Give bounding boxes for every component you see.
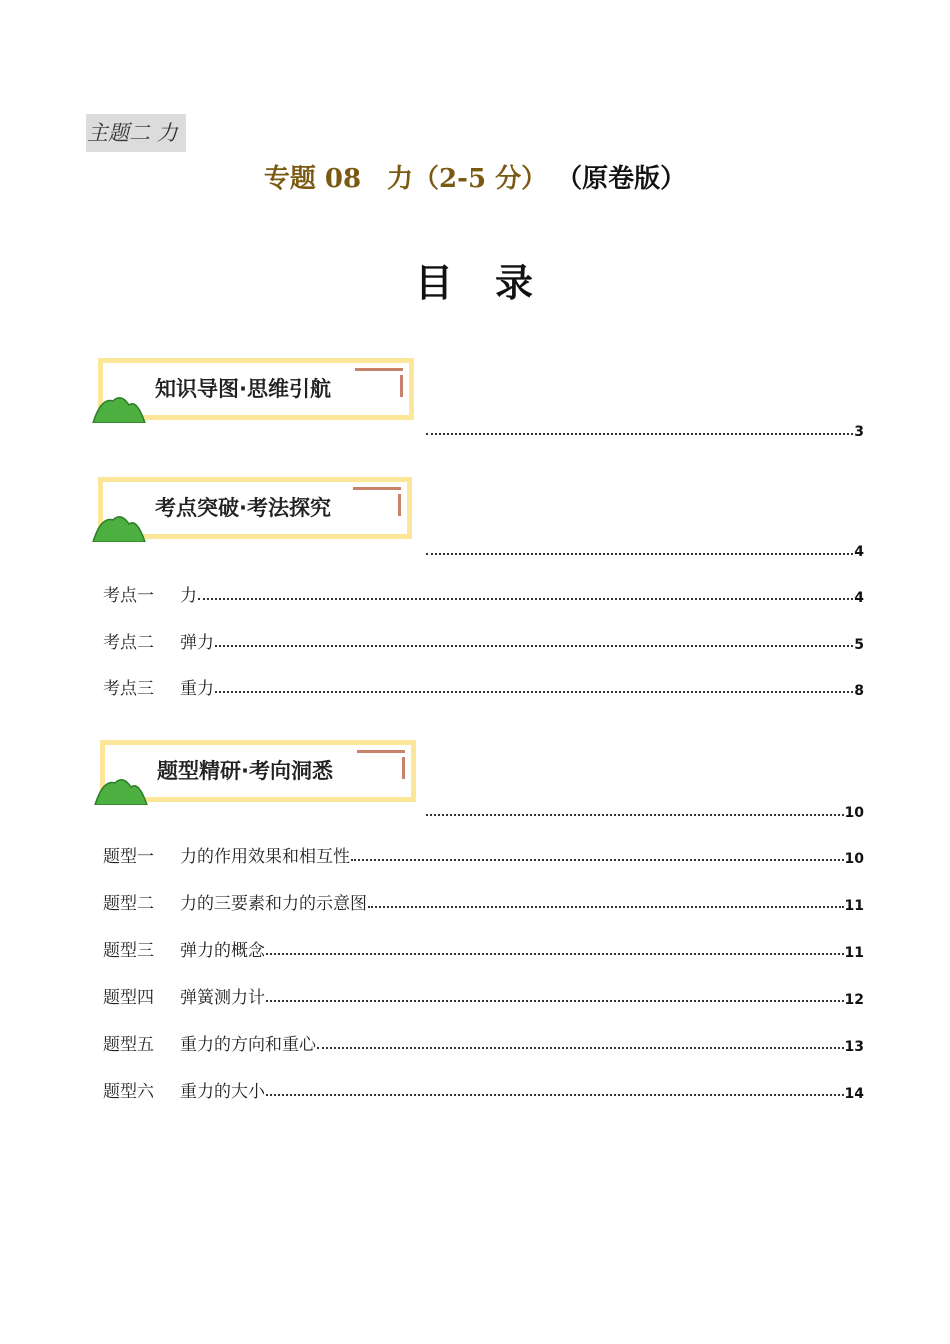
toc-row-tixing-5[interactable] bbox=[103, 1031, 864, 1055]
green-hill-icon bbox=[93, 773, 149, 805]
toc-row-title: 力 bbox=[180, 586, 197, 606]
toc-row-title: 力的三要素和力的示意图 bbox=[180, 894, 367, 914]
green-hill-icon bbox=[91, 391, 147, 423]
toc-row-kaodian-1[interactable] bbox=[103, 582, 864, 606]
toc-row-label: 题型六 bbox=[103, 1082, 154, 1102]
dot-leader bbox=[215, 691, 853, 693]
banner-accent bbox=[402, 757, 405, 779]
dot-leader bbox=[426, 814, 844, 816]
toc-row-tixing-3[interactable] bbox=[103, 937, 864, 961]
page-number: 11 bbox=[844, 945, 864, 961]
dot-leader bbox=[368, 906, 844, 908]
banner-accent bbox=[353, 487, 401, 490]
title-edition: （原卷版） bbox=[556, 164, 687, 194]
page-title bbox=[0, 158, 950, 195]
toc-row-tixing-6[interactable] bbox=[103, 1078, 864, 1102]
page-number: 4 bbox=[854, 544, 864, 560]
toc-row-title: 弹簧测力计 bbox=[180, 988, 265, 1008]
dot-leader bbox=[215, 645, 853, 647]
dot-leader bbox=[266, 953, 844, 955]
topic-tag: 主题二 力 bbox=[86, 114, 186, 152]
toc-leader-kaodian[interactable] bbox=[426, 538, 864, 560]
toc-row-title: 弹力 bbox=[180, 633, 214, 653]
toc-row-label: 题型二 bbox=[103, 894, 154, 914]
toc-row-label: 考点三 bbox=[103, 679, 154, 699]
banner-label: 考点突破·考法探究 bbox=[155, 496, 331, 520]
toc-row-label: 题型五 bbox=[103, 1035, 154, 1055]
toc-leader-tixing[interactable] bbox=[426, 799, 864, 821]
dot-leader bbox=[317, 1047, 844, 1049]
toc-row-title: 重力 bbox=[180, 679, 214, 699]
toc-row-label: 题型一 bbox=[103, 847, 154, 867]
page-number: 13 bbox=[844, 1039, 864, 1055]
banner-accent bbox=[400, 375, 403, 397]
toc-row-title: 重力的大小 bbox=[180, 1082, 265, 1102]
banner-accent bbox=[398, 494, 401, 516]
banner-label: 题型精研·考向洞悉 bbox=[157, 759, 333, 783]
dot-leader bbox=[351, 859, 844, 861]
page-number: 10 bbox=[844, 851, 864, 867]
toc-row-kaodian-2[interactable] bbox=[103, 629, 864, 653]
toc-row-tixing-4[interactable] bbox=[103, 984, 864, 1008]
dot-leader bbox=[198, 598, 853, 600]
page-number: 3 bbox=[854, 424, 864, 440]
page-number: 10 bbox=[844, 805, 864, 821]
dot-leader bbox=[426, 553, 853, 555]
page-number: 14 bbox=[844, 1086, 864, 1102]
toc-heading: 目 录 bbox=[414, 260, 535, 305]
toc-row-title: 重力的方向和重心 bbox=[180, 1035, 316, 1055]
page-number: 12 bbox=[844, 992, 864, 1008]
toc-row-tixing-2[interactable] bbox=[103, 890, 864, 914]
dot-leader bbox=[266, 1000, 844, 1002]
page-number: 5 bbox=[854, 637, 864, 653]
toc-row-label: 考点二 bbox=[103, 633, 154, 653]
title-main: 专题 08 力（2-5 分） bbox=[263, 164, 548, 194]
green-hill-icon bbox=[91, 510, 147, 542]
toc-row-label: 考点一 bbox=[103, 586, 154, 606]
banner-accent bbox=[357, 750, 405, 753]
toc-row-kaodian-3[interactable] bbox=[103, 675, 864, 699]
toc-row-title: 弹力的概念 bbox=[180, 941, 265, 961]
toc-leader-mindmap[interactable] bbox=[426, 418, 864, 440]
banner-accent bbox=[355, 368, 403, 371]
section-banner-kaodian bbox=[98, 477, 412, 539]
toc-row-title: 力的作用效果和相互性 bbox=[180, 847, 350, 867]
banner-label: 知识导图·思维引航 bbox=[155, 377, 331, 401]
section-banner-mindmap bbox=[98, 358, 414, 420]
toc-row-label: 题型三 bbox=[103, 941, 154, 961]
page-number: 4 bbox=[854, 590, 864, 606]
page-number: 8 bbox=[854, 683, 864, 699]
section-banner-tixing bbox=[100, 740, 416, 802]
page-number: 11 bbox=[844, 898, 864, 914]
dot-leader bbox=[266, 1094, 844, 1096]
toc-row-tixing-1[interactable] bbox=[103, 843, 864, 867]
dot-leader bbox=[426, 433, 853, 435]
toc-row-label: 题型四 bbox=[103, 988, 154, 1008]
